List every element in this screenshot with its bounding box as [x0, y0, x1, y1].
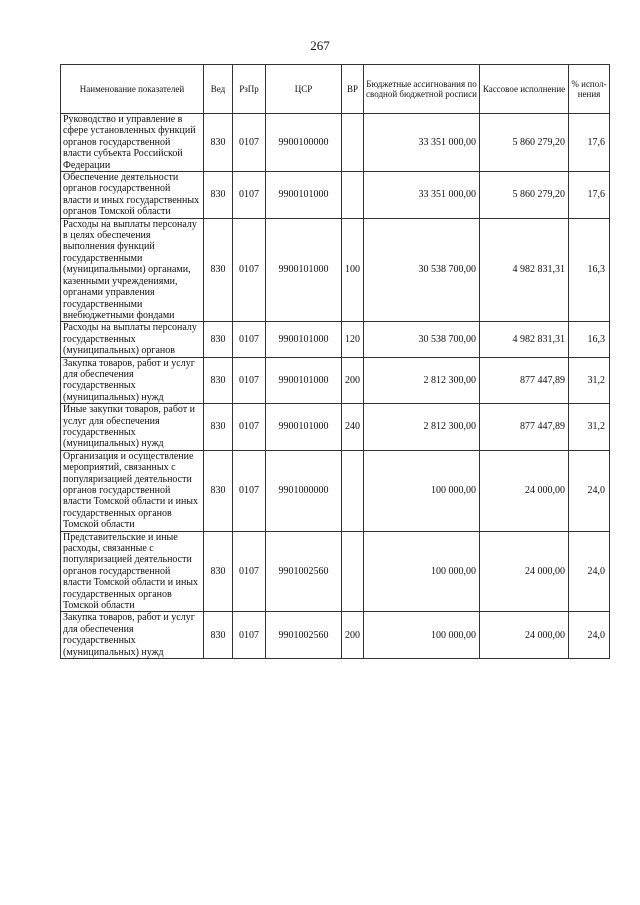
header-csr: ЦСР — [266, 65, 342, 114]
row-execution: 24 000,00 — [480, 612, 569, 659]
header-assignments: Бюджетные ассигнования по сводной бюджетной росписи — [364, 65, 480, 114]
row-execution: 24 000,00 — [480, 531, 569, 612]
row-percent: 16,3 — [569, 218, 610, 322]
header-name: Наименование показателей — [61, 65, 204, 114]
row-vr — [342, 114, 364, 172]
row-vr: 240 — [342, 404, 364, 451]
row-execution: 24 000,00 — [480, 450, 569, 531]
row-rzpr: 0107 — [233, 172, 266, 219]
row-rzpr: 0107 — [233, 404, 266, 451]
row-execution: 4 982 831,31 — [480, 218, 569, 322]
row-assignments: 33 351 000,00 — [364, 114, 480, 172]
header-ved: Вед — [204, 65, 233, 114]
budget-table — [60, 64, 610, 659]
row-name: Закупка товаров, работ и услуг для обеспечения государственных (муниципальных) нужд — [61, 357, 204, 404]
row-csr: 9900101000 — [266, 357, 342, 404]
row-csr: 9901002560 — [266, 612, 342, 659]
table-row — [61, 404, 610, 451]
row-assignments: 100 000,00 — [364, 531, 480, 612]
row-csr: 9901002560 — [266, 531, 342, 612]
row-vr — [342, 172, 364, 219]
row-percent: 31,2 — [569, 357, 610, 404]
row-percent: 16,3 — [569, 322, 610, 357]
row-percent: 17,6 — [569, 114, 610, 172]
row-percent: 24,0 — [569, 450, 610, 531]
row-percent: 24,0 — [569, 612, 610, 659]
row-csr: 9900100000 — [266, 114, 342, 172]
row-csr: 9900101000 — [266, 322, 342, 357]
row-vr: 100 — [342, 218, 364, 322]
row-rzpr: 0107 — [233, 450, 266, 531]
row-csr: 9900101000 — [266, 172, 342, 219]
table-row — [61, 322, 610, 357]
row-execution: 877 447,89 — [480, 357, 569, 404]
table-row — [61, 531, 610, 612]
row-ved: 830 — [204, 218, 233, 322]
header-percent: % испол-нения — [569, 65, 610, 114]
row-name: Расходы на выплаты персоналу в целях обеспечения выполнения функций государственными (муниципальными) органами, казенными учреждениями, органами управления государственными внебюджетными фондами — [61, 218, 204, 322]
row-rzpr: 0107 — [233, 612, 266, 659]
row-percent: 24,0 — [569, 531, 610, 612]
header-rzpr: РзПр — [233, 65, 266, 114]
row-csr: 9900101000 — [266, 218, 342, 322]
row-ved: 830 — [204, 172, 233, 219]
page-number: 267 — [310, 38, 330, 53]
row-ved: 830 — [204, 322, 233, 357]
row-assignments: 30 538 700,00 — [364, 322, 480, 357]
row-execution: 5 860 279,20 — [480, 172, 569, 219]
row-name: Иные закупки товаров, работ и услуг для обеспечения государственных (муниципальных) нужд — [61, 404, 204, 451]
table-row — [61, 450, 610, 531]
row-vr: 120 — [342, 322, 364, 357]
row-csr: 9901000000 — [266, 450, 342, 531]
row-name: Расходы на выплаты персоналу государственных (муниципальных) органов — [61, 322, 204, 357]
row-name: Обеспечение деятельности органов государственной власти и иных государственных органов Томской области — [61, 172, 204, 219]
row-ved: 830 — [204, 612, 233, 659]
row-rzpr: 0107 — [233, 322, 266, 357]
row-vr: 200 — [342, 357, 364, 404]
row-name: Руководство и управление в сфере установленных функций органов государственной власти субъекта Российской Федерации — [61, 114, 204, 172]
row-name: Закупка товаров, работ и услуг для обеспечения государственных (муниципальных) нужд — [61, 612, 204, 659]
row-name: Представительские и иные расходы, связанные с популяризацией деятельности органов государственной власти Томской области и иных государственных органов Томской области — [61, 531, 204, 612]
row-ved: 830 — [204, 531, 233, 612]
table-row — [61, 172, 610, 219]
row-ved: 830 — [204, 357, 233, 404]
table-row — [61, 612, 610, 659]
row-execution: 4 982 831,31 — [480, 322, 569, 357]
row-name: Организация и осуществление мероприятий, связанных с популяризацией деятельности органов государственной власти Томской области и иных государственных органов Томской области — [61, 450, 204, 531]
row-rzpr: 0107 — [233, 114, 266, 172]
header-execution: Кассовое исполнение — [480, 65, 569, 114]
header-vr: ВР — [342, 65, 364, 114]
row-percent: 31,2 — [569, 404, 610, 451]
row-vr: 200 — [342, 612, 364, 659]
row-percent: 17,6 — [569, 172, 610, 219]
row-rzpr: 0107 — [233, 218, 266, 322]
row-ved: 830 — [204, 404, 233, 451]
row-assignments: 100 000,00 — [364, 450, 480, 531]
table-row — [61, 114, 610, 172]
row-assignments: 100 000,00 — [364, 612, 480, 659]
row-assignments: 2 812 300,00 — [364, 357, 480, 404]
row-ved: 830 — [204, 450, 233, 531]
table-row — [61, 357, 610, 404]
row-rzpr: 0107 — [233, 357, 266, 404]
row-rzpr: 0107 — [233, 531, 266, 612]
row-ved: 830 — [204, 114, 233, 172]
row-assignments: 30 538 700,00 — [364, 218, 480, 322]
row-execution: 877 447,89 — [480, 404, 569, 451]
row-execution: 5 860 279,20 — [480, 114, 569, 172]
table-header-row — [61, 65, 610, 114]
row-assignments: 33 351 000,00 — [364, 172, 480, 219]
row-vr — [342, 531, 364, 612]
row-csr: 9900101000 — [266, 404, 342, 451]
row-assignments: 2 812 300,00 — [364, 404, 480, 451]
row-vr — [342, 450, 364, 531]
table-row — [61, 218, 610, 322]
